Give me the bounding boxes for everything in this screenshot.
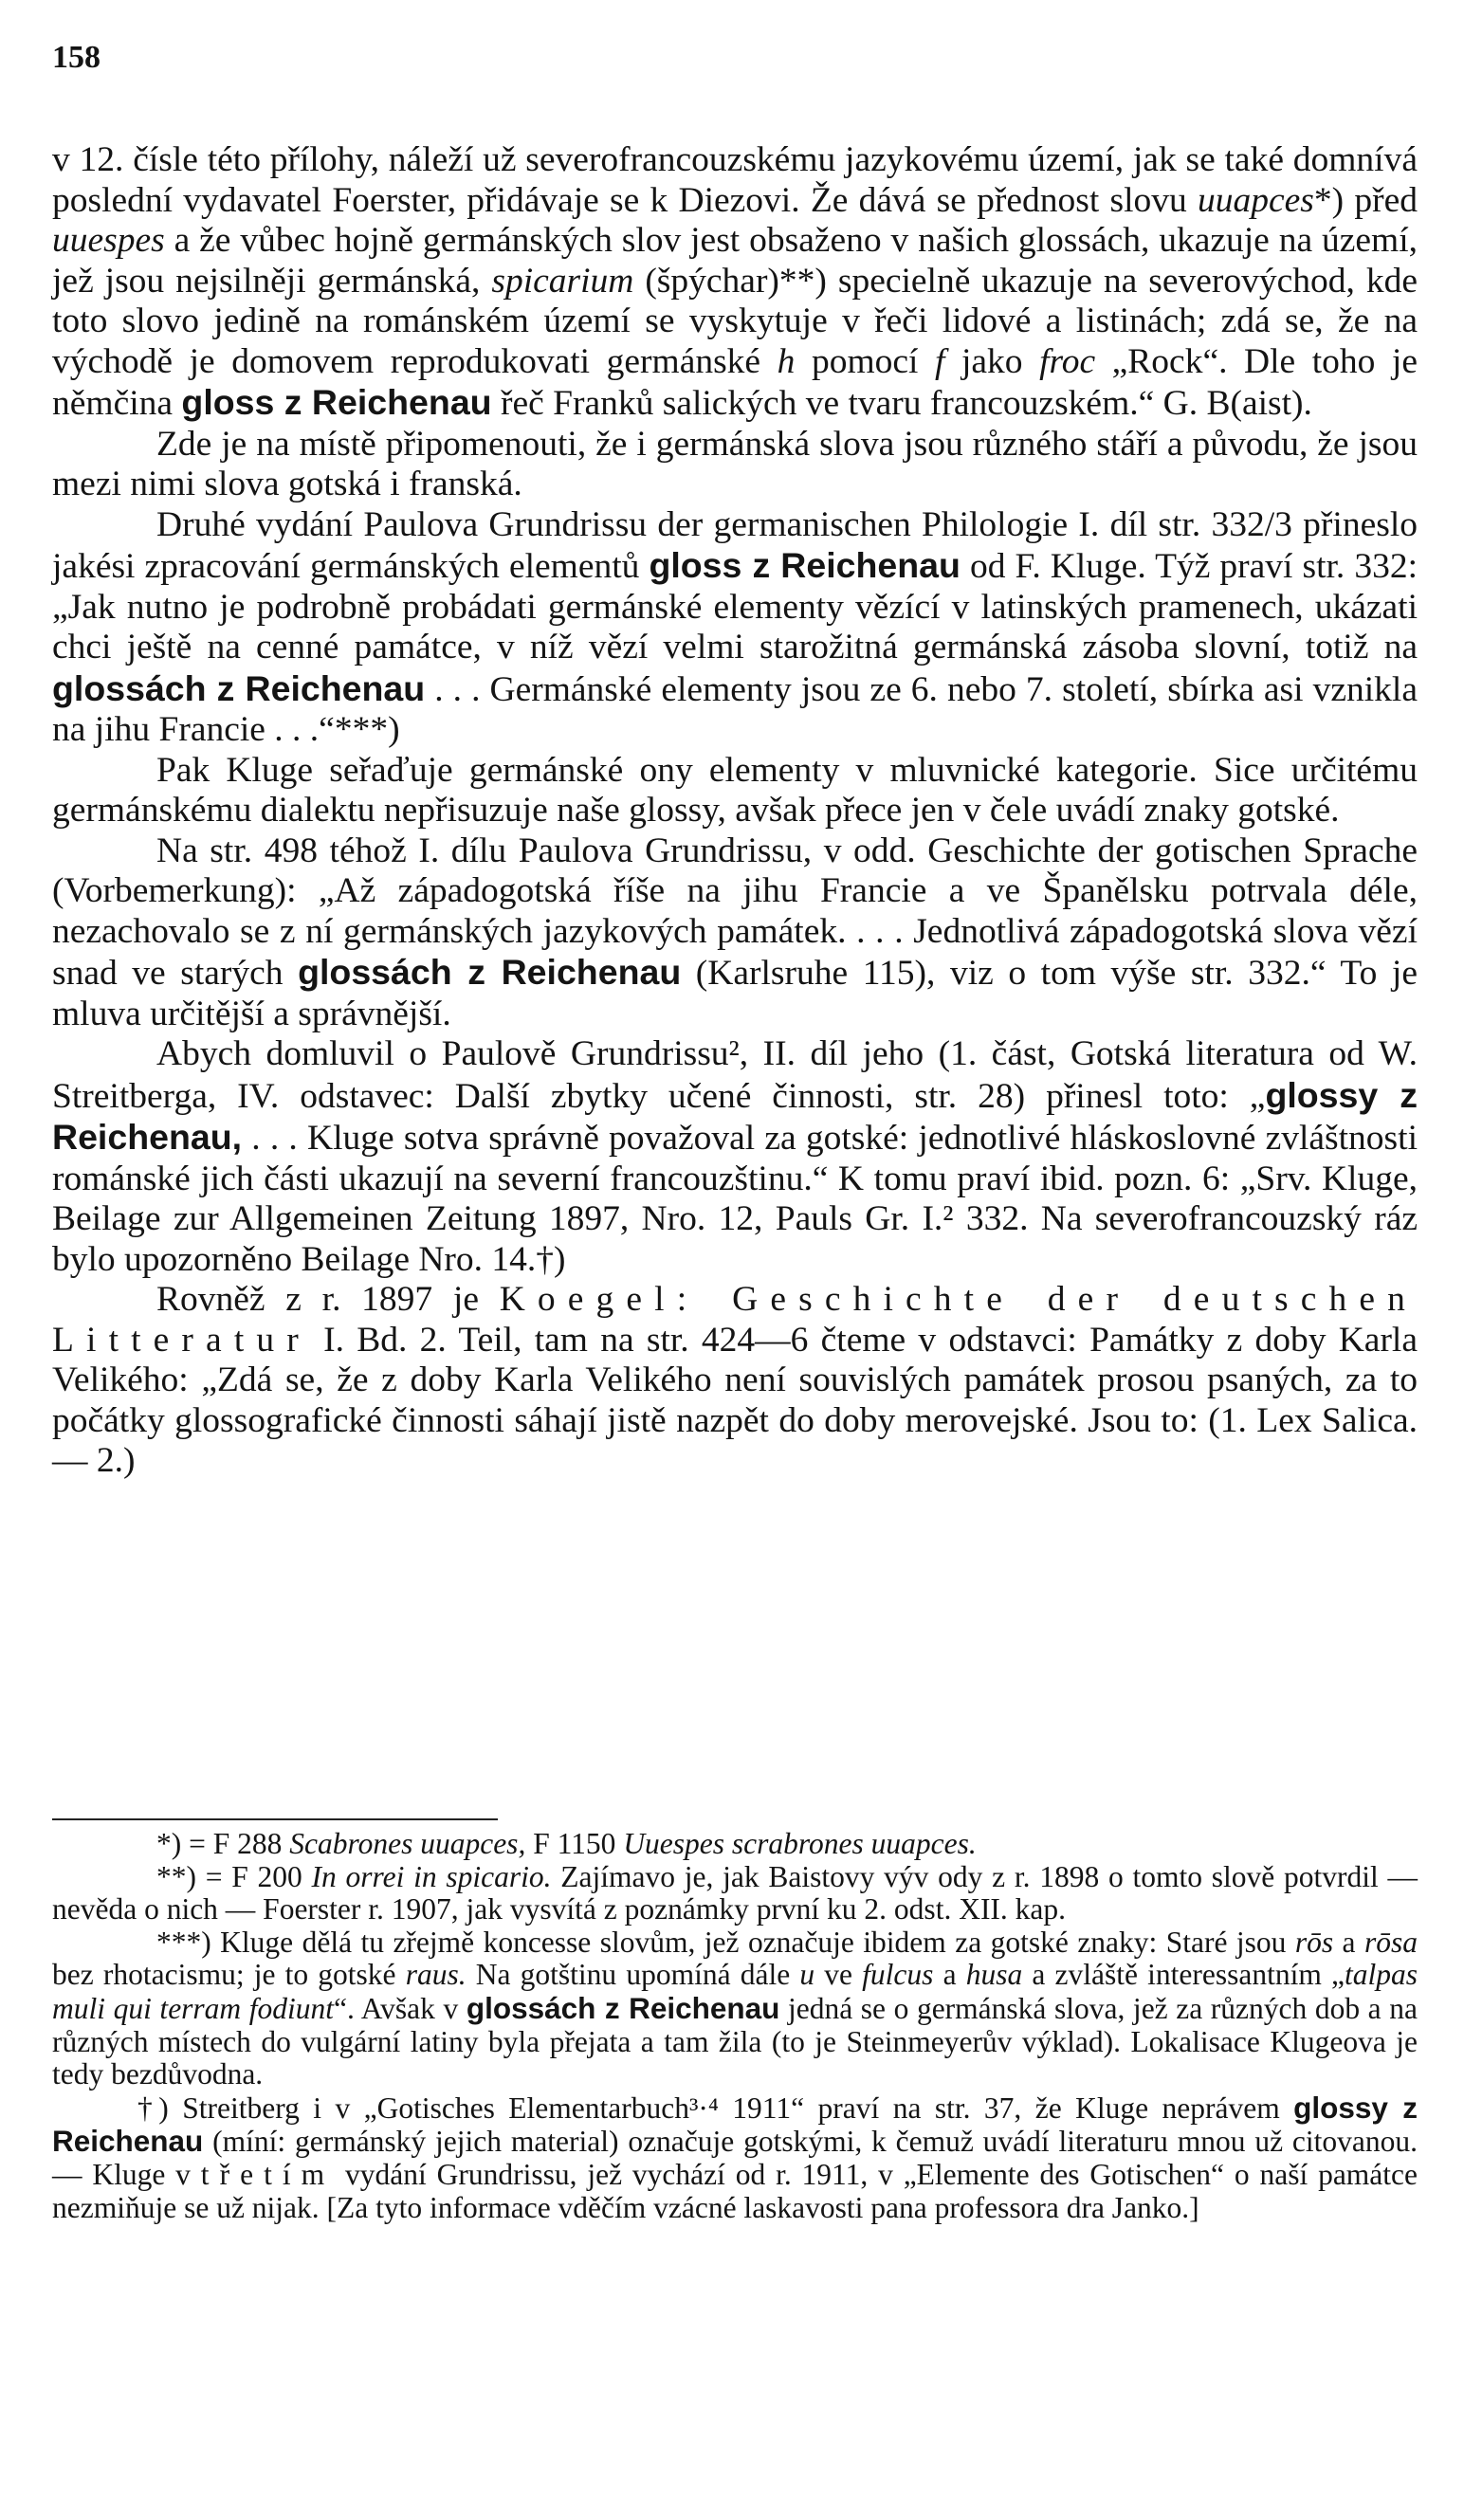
text-run: glossách z Reichenau (466, 1990, 780, 2025)
text-run: froc (1039, 341, 1096, 381)
main-text (52, 140, 1418, 1482)
text-run: od F. Kluge. Týž praví str. 332: „Jak nutno je podrobně probádati germánské elementy vězící v latinských pramenech, ukázati chci ještě na cenné památce, v níž vězí velmi starožitná germánská zásoba slovní, totiž na (52, 547, 1418, 667)
text-run: spicarium (491, 261, 634, 301)
text-run: Zajímavo je, jak Baistovy výv ody z r. 1898 o tomto slově potvrdil — nevěda o nich — Foerster r. 1907, jak vysvítá z poznámky první ku 2. odst. XII. kap. (52, 1859, 1418, 1927)
text-run: v 12. čísle této přílohy, náleží už severofrancouzskému jazykovému území, jak se také domnívá poslední vydavatel Foerster, přidávaje se k Diezovi. Že dává se přednost slovu (52, 140, 1418, 220)
paragraph (52, 751, 1418, 831)
text-run: (špýchar)**) specielně ukazuje na severovýchod, kde toto slovo jedině na románském území se vyskytuje v řeči lidové a listinách; zdá se, že na východě je domovem reprodukovati germánské (52, 261, 1418, 381)
text-run: Pak Kluge seřaďuje germánské ony elementy v mluvnické kategorie. Sice určitému germánskému dialektu nepřisuzuje naše glossy, avšak přece jen v čele uvádí znaky gotské. (52, 750, 1418, 830)
text-run: Uuespes scrabrones uuapces. (623, 1827, 977, 1860)
text-run: husa (965, 1958, 1023, 1992)
text-run: **) = F 200 (156, 1859, 312, 1893)
paragraph (52, 425, 1418, 505)
text-run: Abych domluvil o Paulově Grundrissu², II. díl jeho (1. část, Gotská literatura od W. Streitberga, IV. odstavec: Další zbytky učené činnosti, str. 28) přinesl toto: „ (52, 1034, 1418, 1116)
text-run: glossy z Reichenau (52, 2090, 1418, 2159)
page-number: 158 (52, 40, 101, 75)
footnote-divider (52, 1818, 498, 1820)
text-run: fulcus (862, 1958, 934, 1992)
text-run: h (777, 341, 796, 381)
text-run: jedná se o germánská slova, jež za různých dob a na různých místech do vulgární latiny byla přejata a tam žila (to je Steinmeyerův výklad). Lokalisace Klugeova je tedy bezdůvodna. (52, 1991, 1418, 2091)
text-run: gloss z Reichenau (649, 545, 961, 585)
text-run: pomocí (795, 341, 935, 381)
text-run: třetím (200, 2157, 336, 2191)
text-run: ***) Kluge dělá tu zřejmě koncesse slovům, jež označuje ibidem za gotské znaky: Staré jsou (156, 1925, 1295, 1959)
text-run: uuespes (52, 221, 165, 260)
text-run: rōsa (1363, 1925, 1418, 1959)
text-run: a (1333, 1925, 1364, 1959)
text-run: . . . Kluge sotva správně považoval za gotské: jednotlivé hláskoslovné zvláštnosti románské jich části ukazují na severní francouzštinu.“ K tomu praví ibid. pozn. 6: „Srv. Kluge, Beilage zur Allgemeinen Zeitung 1897, Nro. 12, Pauls Gr. I.² 332. Na severofrancouzský ráz bylo upozorněno Beilage Nro. 14.†) (52, 1119, 1418, 1279)
text-run: †) Streitberg i v „Gotisches Elementarbuch³·⁴ 1911“ praví na str. 37, že Kluge neprávem (137, 2091, 1294, 2125)
text-run: ve (814, 1958, 863, 1992)
text-run: Druhé vydání Paulova Grundrissu der germanischen Philologie I. díl str. 332/3 přineslo jakési zpracování germánských elementů (52, 504, 1418, 586)
footnote (52, 1828, 1418, 1861)
text-run: jako (944, 341, 1040, 381)
text-run: Na gotštinu upomíná dále (466, 1958, 800, 1992)
text-run: bez rhotacismu; je to gotské (52, 1958, 406, 1992)
text-run: glossy z Reichenau, (52, 1074, 1418, 1157)
text-run: *) = F 288 (156, 1827, 290, 1860)
paragraph (52, 140, 1418, 425)
text-run: uuapces (1198, 180, 1314, 220)
text-run: “. Avšak v (334, 1991, 467, 2025)
text-run: F 1150 (525, 1827, 624, 1860)
paragraph (52, 831, 1418, 1035)
text-run: *) před (1313, 180, 1418, 220)
text-run: „Rock“. Dle toho je němčina (52, 341, 1418, 423)
text-run: talpas muli qui terram fodiunt (52, 1958, 1418, 2025)
paragraph (52, 1280, 1418, 1482)
text-run: Rovněž z r. 1897 je (156, 1280, 500, 1319)
paragraph (52, 505, 1418, 751)
text-run: a že vůbec hojně germánských slov jest obsaženo v našich glossách, ukazuje na území, jež jsou nejsilněji germánská, (52, 221, 1418, 301)
text-run: raus. (405, 1958, 467, 1992)
text-run: glossách z Reichenau (298, 952, 682, 992)
text-run: glossách z Reichenau (52, 667, 426, 708)
text-run: f (934, 341, 945, 381)
text-run: (míní: germánský jejich material) označuje gotskými, k čemuž uvádí literaturu mnou už citovanou. — Kluge v (52, 2125, 1418, 2191)
footnote (52, 1927, 1418, 2091)
footnotes (52, 1828, 1418, 2224)
text-run: řeč Franků salických ve tvaru francouzském.“ G. B(aist). (491, 384, 1312, 423)
text-run: a (933, 1958, 966, 1992)
footnote (52, 1861, 1418, 1927)
text-run: gloss z Reichenau (181, 382, 492, 422)
text-run: Koegel: Geschichte der deutschen Litteratur (52, 1280, 1418, 1360)
text-run: vydání Grundrissu, jež vychází od r. 1911, v „Elemente des Gotischen“ o naší památce nezmiňuje se už nijak. [Za tyto informace vděčím vzácné laskavosti pana professora dra Janko.] (52, 2157, 1418, 2224)
paragraph (52, 1034, 1418, 1280)
text-run: a zvláště interessantním „ (1022, 1958, 1345, 1992)
text-run: In orrei in spicario. (311, 1859, 552, 1893)
text-run: I. Bd. 2. Teil, tam na str. 424—6 čteme v odstavci: Památky z doby Karla Velikého: „Zdá se, že z doby Karla Velikého není souvislých památek prosou psaných, za to počátky glossografické činnosti sáhají jistě nazpět do doby merovejské. Jsou to: (1. Lex Salica. — 2.) (52, 1320, 1418, 1480)
text-run: . . . Germánské elementy jsou ze 6. nebo 7. století, sbírka asi vznikla na jihu Francie . . .“***) (52, 669, 1418, 749)
text-run: Scabrones uuapces, (289, 1827, 526, 1860)
text-run: rōs (1294, 1925, 1334, 1959)
text-run: (Karlsruhe 115), viz o tom výše str. 332.“ To je mluva určitější a správnější. (52, 954, 1418, 1033)
text-run: Zde je na místě připomenouti, že i germánská slova jsou různého stáří a původu, že jsou mezi nimi slova gotská i franská. (52, 424, 1418, 503)
footnote (52, 2091, 1418, 2224)
text-run: Na str. 498 téhož I. dílu Paulova Grundrissu, v odd. Geschichte der gotischen Sprache (Vorbemerkung): „Až západogotská říše na jihu Francie a ve Španělsku potrvala déle, nezachovalo se z ní germánských jazykových památek. . . . Jednotlivá západogotská slova vězí snad ve starých (52, 831, 1418, 993)
text-run: u (799, 1958, 815, 1992)
